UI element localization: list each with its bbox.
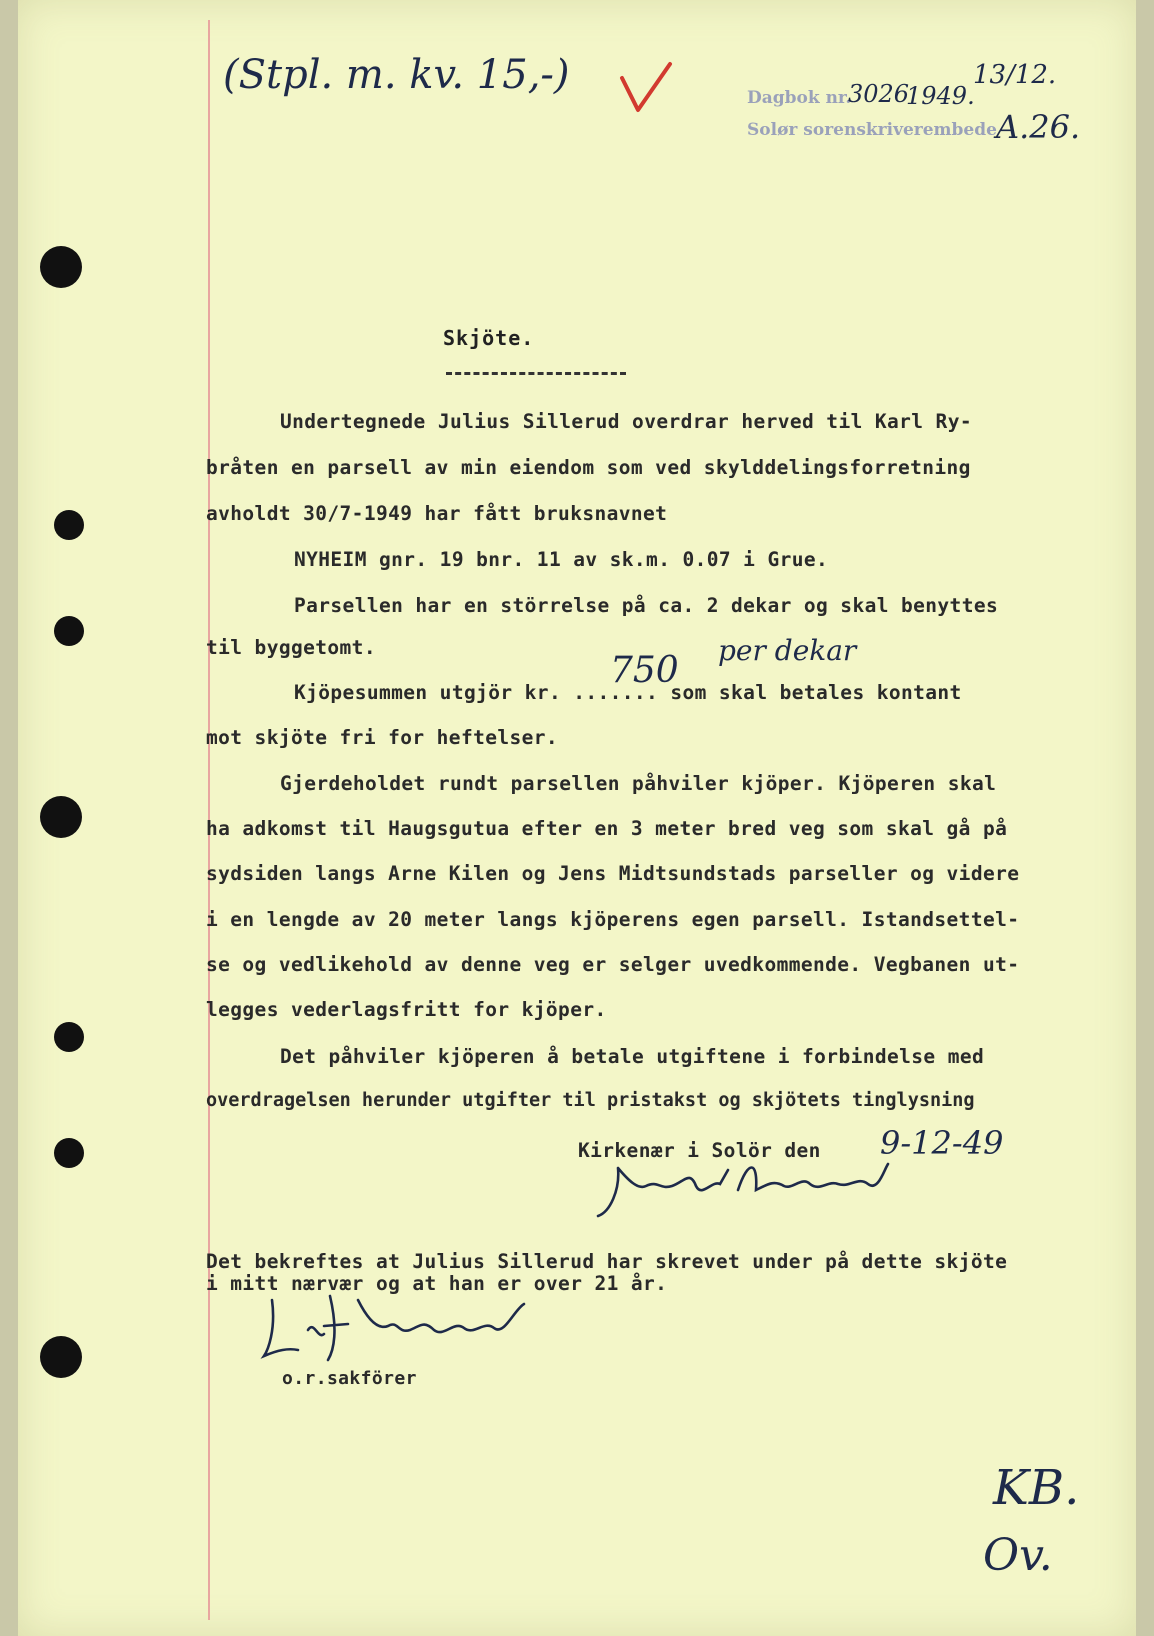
witness-line: i mitt nærvær og at han er over 21 år. (206, 1272, 668, 1295)
document-title: Skjöte. (443, 326, 535, 350)
red-checkmark-icon (616, 60, 676, 120)
stamp-date: 13/12. (973, 60, 1057, 90)
punch-hole (54, 1022, 84, 1052)
body-line: til byggetomt. (206, 636, 376, 659)
witness-signature (258, 1290, 548, 1370)
body-line: ha adkomst til Haugsgutua efter en 3 meter bred veg som skal gå på (206, 817, 1008, 840)
stamp-dagbok-number: 3026 (848, 80, 910, 108)
seller-signature (588, 1150, 908, 1230)
punch-hole (40, 246, 82, 288)
punch-hole (54, 616, 84, 646)
witness-line: Det bekreftes at Julius Sillerud har skrevet under på dette skjöte (206, 1250, 1008, 1273)
handwritten-date: 9-12-49 (880, 1124, 1004, 1162)
body-line: Parsellen har en störrelse på ca. 2 dekar og skal benyttes (294, 594, 999, 617)
body-line: mot skjöte fri for heftelser. (206, 726, 559, 749)
title-underline (446, 372, 626, 375)
body-line: i en lengde av 20 meter langs kjöperens egen parsell. Istandsettel- (206, 908, 1020, 931)
handwritten-per-dekar: per dekar (718, 634, 857, 667)
stamp-year: 1949. (906, 82, 975, 110)
punch-hole (40, 796, 82, 838)
stamp-dagbok-prefix: Dagbok nr. (747, 88, 852, 108)
body-line: Undertegnede Julius Sillerud overdrar herved til Karl Ry- (280, 410, 972, 433)
body-line: NYHEIM gnr. 19 bnr. 11 av sk.m. 0.07 i Grue. (294, 548, 829, 571)
body-line: Det påhviler kjöperen å betale utgiftene i forbindelse med (280, 1045, 985, 1068)
margin-note: (Stpl. m. kv. 15,-) (223, 52, 570, 98)
body-line: avholdt 30/7-1949 har fått bruksnavnet (206, 502, 668, 525)
footer-initials: KB. (993, 1460, 1080, 1516)
handwritten-price: 750 (610, 650, 679, 691)
body-line: sydsiden langs Arne Kilen og Jens Midtsundstads parseller og videre (206, 862, 1020, 885)
body-line: overdragelsen herunder utgifter til pristakst og skjötets tinglysning (206, 1090, 975, 1111)
body-line: Gjerdeholdet rundt parsellen påhviler kjöper. Kjöperen skal (280, 772, 997, 795)
body-line: bråten en parsell av min eiendom som ved skylddelingsforretning (206, 456, 971, 479)
punch-hole (54, 1138, 84, 1168)
footer-initials: Ov. (983, 1530, 1053, 1581)
body-line: Kjöpesummen utgjör kr. ....... som skal betales kontant (294, 681, 962, 704)
place-date-text: Kirkenær i Solör den (578, 1139, 821, 1162)
stamp-office: Solør sorenskriverembede (747, 120, 997, 140)
punch-hole (40, 1336, 82, 1378)
body-line: legges vederlagsfritt for kjöper. (206, 998, 607, 1021)
stamp-code: A.26. (996, 108, 1081, 146)
body-line: se og vedlikehold av denne veg er selger uvedkommende. Vegbanen ut- (206, 953, 1020, 976)
document-page (18, 0, 1136, 1636)
punch-hole (54, 510, 84, 540)
witness-title: o.r.sakförer (282, 1368, 417, 1389)
